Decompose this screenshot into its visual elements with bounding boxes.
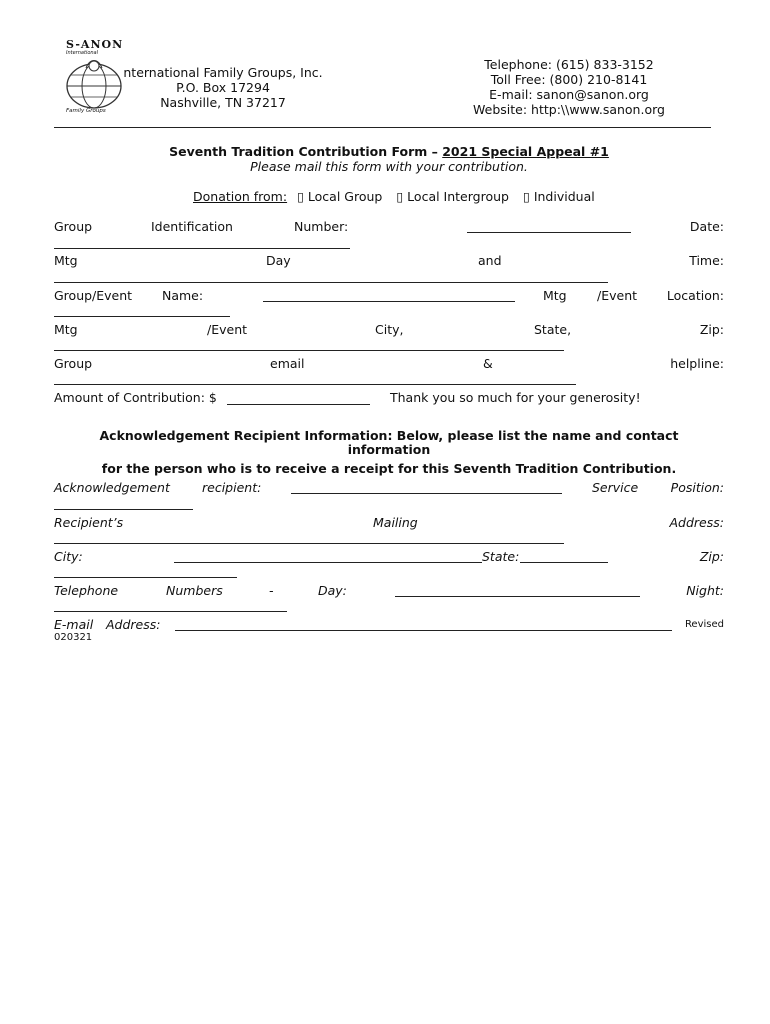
- donation-from-label: Donation from:: [193, 189, 288, 204]
- ack-heading-line-1: Acknowledgement Recipient Information: Below, please list the name and contact: [99, 428, 679, 443]
- email-helpline-field[interactable]: [54, 384, 576, 385]
- org-line-1: nternational Family Groups, Inc.: [123, 65, 323, 80]
- org-line-3: Nashville, TN 37217: [160, 95, 286, 110]
- label-group: Group: [54, 219, 93, 234]
- label-ack-email-address: Address:: [106, 617, 161, 632]
- contact-website: Website: http:\\www.sanon.org: [473, 102, 665, 117]
- night-phone-field[interactable]: [54, 611, 287, 612]
- amount-field[interactable]: [227, 404, 370, 405]
- city-state-zip-field[interactable]: [54, 350, 564, 351]
- option-local-intergroup[interactable]: ▯ Local Intergroup: [396, 189, 509, 204]
- label-ack-email: E-mail: [54, 617, 94, 632]
- label-acknowledgement: Acknowledgement: [54, 480, 170, 495]
- label-zip: Zip:: [699, 322, 724, 337]
- label-and: and: [478, 253, 502, 268]
- label-address: Address:: [669, 515, 724, 530]
- label-event: /Event: [597, 288, 638, 303]
- contact-block: [455, 57, 683, 117]
- date-field[interactable]: [54, 248, 350, 249]
- label-position: Position:: [670, 480, 724, 495]
- form-title: [54, 144, 724, 159]
- label-mtg-3: Mtg: [54, 322, 78, 337]
- label-dash: -: [269, 583, 274, 598]
- ack-email-field[interactable]: [175, 630, 672, 631]
- logo-subtitle: International: [66, 50, 98, 56]
- ack-heading-line-3: for the person who is to receive a receipt for this Seventh Tradition Contribution.: [101, 461, 677, 476]
- contact-toll-free: Toll Free: (800) 210-8141: [490, 72, 648, 87]
- label-recipient: recipient:: [202, 480, 262, 495]
- label-date: Date:: [689, 219, 724, 234]
- s-anon-logo: [64, 38, 126, 118]
- label-ampersand: &: [483, 356, 493, 371]
- revision-code: 020321: [54, 632, 93, 643]
- label-mtg: Mtg: [54, 253, 78, 268]
- location-field[interactable]: [54, 316, 230, 317]
- contact-telephone: Telephone: (615) 833-3152: [484, 57, 654, 72]
- header-divider: [54, 127, 711, 128]
- form-subtitle: Please mail this form with your contribution.: [250, 159, 528, 174]
- ack-state-field[interactable]: [520, 562, 608, 563]
- recipient-name-field[interactable]: [291, 493, 562, 494]
- label-time: Time:: [689, 253, 724, 268]
- option-individual[interactable]: ▯ Individual: [522, 189, 595, 204]
- label-email: email: [270, 356, 305, 371]
- label-amount: Amount of Contribution: $: [54, 390, 217, 405]
- form-title-prefix: Seventh Tradition Contribution Form –: [169, 144, 443, 159]
- label-night: Night:: [686, 583, 724, 598]
- label-group-event: Group/Event: [54, 288, 133, 303]
- globe-icon: [64, 56, 124, 116]
- label-telephone: Telephone: [54, 583, 119, 598]
- org-line-2: P.O. Box 17294: [176, 80, 270, 95]
- group-id-number-field[interactable]: [467, 232, 631, 233]
- day-phone-field[interactable]: [395, 596, 640, 597]
- contact-email: E-mail: sanon@sanon.org: [489, 87, 649, 102]
- label-numbers: Numbers: [166, 583, 223, 598]
- revised-label: Revised: [684, 619, 724, 630]
- option-local-group[interactable]: ▯ Local Group: [297, 189, 383, 204]
- label-mailing: Mailing: [373, 515, 418, 530]
- label-recipients: Recipient’s: [54, 515, 124, 530]
- org-address: [118, 65, 328, 110]
- label-location: Location:: [666, 288, 724, 303]
- ack-city-field[interactable]: [174, 562, 482, 563]
- donation-from-row: [193, 189, 595, 204]
- label-group-2: Group: [54, 356, 93, 371]
- group-event-name-field[interactable]: [263, 301, 515, 302]
- form-title-highlight: 2021 Special Appeal #1: [442, 144, 609, 159]
- label-ack-day: Day:: [318, 583, 347, 598]
- mtg-day-time-field[interactable]: [54, 282, 608, 283]
- label-ack-state: State:: [482, 549, 520, 564]
- label-mtg-2: Mtg: [543, 288, 567, 303]
- label-event-2: /Event: [207, 322, 248, 337]
- mailing-address-field[interactable]: [54, 543, 564, 544]
- label-number: Number:: [294, 219, 349, 234]
- label-helpline: helpline:: [670, 356, 724, 371]
- thank-you-text: Thank you so much for your generosity!: [390, 390, 641, 405]
- label-name: Name:: [162, 288, 204, 303]
- label-state: State,: [534, 322, 572, 337]
- service-position-field[interactable]: [54, 509, 193, 510]
- ack-heading-line-2: information: [347, 442, 431, 457]
- label-service: Service: [592, 480, 639, 495]
- label-day: Day: [266, 253, 291, 268]
- ack-zip-field[interactable]: [54, 577, 237, 578]
- label-ack-city: City:: [54, 549, 83, 564]
- label-city: City,: [375, 322, 404, 337]
- logo-bottom: Family Groups: [66, 108, 106, 114]
- label-ack-zip: Zip:: [699, 549, 724, 564]
- label-identification: Identification: [151, 219, 233, 234]
- logo-title: S-ANON: [66, 38, 124, 51]
